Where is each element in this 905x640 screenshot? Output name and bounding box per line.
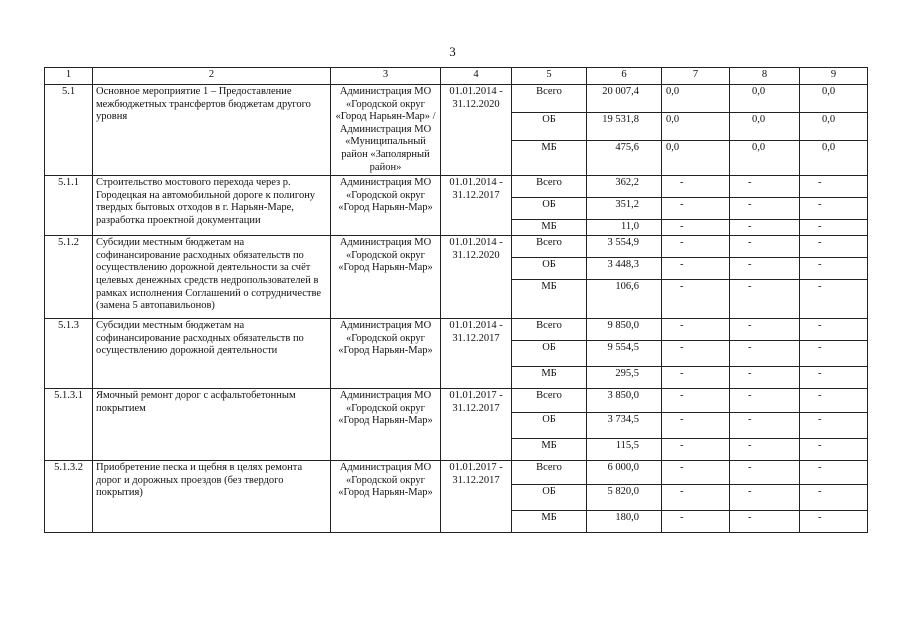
column-header: 4 — [441, 68, 512, 85]
column-header: 5 — [512, 68, 587, 85]
funding-col8: - — [730, 236, 800, 258]
funding-col9: - — [800, 236, 868, 258]
funding-col8: - — [730, 258, 800, 280]
column-header: 9 — [800, 68, 868, 85]
funding-col7: - — [662, 220, 730, 236]
funding-total: 115,5 — [587, 439, 662, 461]
funding-col7: - — [662, 198, 730, 220]
funding-col8: - — [730, 280, 800, 319]
item-name: Строительство мостового перехода через р. Городецкая на автомобильной дороге к полигону твердых бытовых отходов в г. Нарьян-Маре, разработка проектной документации — [93, 176, 331, 236]
funding-col7: - — [662, 341, 730, 367]
item-executor: Администрация МО «Городской округ «Город Нарьян-Мар» / Администрация МО «Муниципальный район «Заполярный район» — [331, 85, 441, 176]
item-name: Субсидии местным бюджетам на софинансирование расходных обязательств по осуществлению дорожной деятельности за счёт целевых денежных средств недропользователей в рамках исполнения Соглашений о сотрудничестве (замена 5 автопавильонов) — [93, 236, 331, 319]
funding-col8: - — [730, 413, 800, 439]
funding-col7: - — [662, 280, 730, 319]
funding-source: Всего — [512, 389, 587, 413]
table-row — [45, 176, 868, 198]
item-code: 5.1.1 — [45, 176, 93, 236]
column-header: 3 — [331, 68, 441, 85]
funding-col8: 0,0 — [730, 112, 800, 140]
funding-col8: - — [730, 485, 800, 511]
funding-source: ОБ — [512, 485, 587, 511]
funding-col7: - — [662, 236, 730, 258]
item-name: Приобретение песка и щебня в целях ремонта дорог и дорожных проездов (без твердого покрытия) — [93, 461, 331, 533]
item-code: 5.1 — [45, 85, 93, 176]
funding-total: 475,6 — [587, 140, 662, 175]
item-executor: Администрация МО «Городской округ «Город Нарьян-Мар» — [331, 236, 441, 319]
funding-col9: - — [800, 220, 868, 236]
funding-total: 180,0 — [587, 511, 662, 533]
funding-total: 5 820,0 — [587, 485, 662, 511]
funding-col9: 0,0 — [800, 85, 868, 113]
funding-total: 3 554,9 — [587, 236, 662, 258]
funding-col9: - — [800, 389, 868, 413]
item-name: Ямочный ремонт дорог с асфальтобетонным покрытием — [93, 389, 331, 461]
funding-col9: - — [800, 258, 868, 280]
funding-col7: - — [662, 461, 730, 485]
funding-col7: 0,0 — [662, 140, 730, 175]
funding-source: ОБ — [512, 341, 587, 367]
funding-col8: - — [730, 461, 800, 485]
funding-col9: - — [800, 198, 868, 220]
funding-col9: - — [800, 319, 868, 341]
funding-col8: 0,0 — [730, 140, 800, 175]
funding-source: Всего — [512, 236, 587, 258]
funding-total: 19 531,8 — [587, 112, 662, 140]
column-header: 7 — [662, 68, 730, 85]
funding-total: 11,0 — [587, 220, 662, 236]
funding-col9: 0,0 — [800, 112, 868, 140]
funding-source: Всего — [512, 176, 587, 198]
funding-col9: - — [800, 511, 868, 533]
column-header: 8 — [730, 68, 800, 85]
funding-col9: - — [800, 439, 868, 461]
table-row — [45, 389, 868, 413]
funding-col7: - — [662, 413, 730, 439]
item-executor: Администрация МО «Городской округ «Город Нарьян-Мар» — [331, 319, 441, 389]
item-period: 01.01.2014 - 31.12.2020 — [441, 85, 512, 176]
funding-col8: - — [730, 511, 800, 533]
item-executor: Администрация МО «Городской округ «Город Нарьян-Мар» — [331, 389, 441, 461]
funding-source: МБ — [512, 511, 587, 533]
item-executor: Администрация МО «Городской округ «Город Нарьян-Мар» — [331, 461, 441, 533]
funding-total: 106,6 — [587, 280, 662, 319]
funding-col7: 0,0 — [662, 112, 730, 140]
program-table — [44, 67, 868, 533]
funding-source: Всего — [512, 85, 587, 113]
funding-total: 9 850,0 — [587, 319, 662, 341]
funding-total: 20 007,4 — [587, 85, 662, 113]
item-name: Основное мероприятие 1 – Предоставление межбюджетных трансфертов бюджетам другого уровня — [93, 85, 331, 176]
funding-col7: - — [662, 389, 730, 413]
funding-col8: - — [730, 198, 800, 220]
funding-col7: - — [662, 258, 730, 280]
funding-source: МБ — [512, 439, 587, 461]
page-number: 3 — [449, 44, 456, 59]
item-period: 01.01.2017 - 31.12.2017 — [441, 461, 512, 533]
item-executor: Администрация МО «Городской округ «Город Нарьян-Мар» — [331, 176, 441, 236]
funding-col8: - — [730, 389, 800, 413]
funding-col8: 0,0 — [730, 85, 800, 113]
funding-total: 9 554,5 — [587, 341, 662, 367]
column-header: 1 — [45, 68, 93, 85]
funding-col8: - — [730, 220, 800, 236]
funding-source: ОБ — [512, 258, 587, 280]
funding-total: 6 000,0 — [587, 461, 662, 485]
funding-col9: - — [800, 280, 868, 319]
funding-total: 351,2 — [587, 198, 662, 220]
item-period: 01.01.2014 - 31.12.2020 — [441, 236, 512, 319]
item-code: 5.1.2 — [45, 236, 93, 319]
funding-source: ОБ — [512, 413, 587, 439]
funding-col9: - — [800, 485, 868, 511]
funding-total: 362,2 — [587, 176, 662, 198]
funding-source: МБ — [512, 280, 587, 319]
funding-source: Всего — [512, 319, 587, 341]
funding-source: ОБ — [512, 112, 587, 140]
funding-col9: - — [800, 461, 868, 485]
item-code: 5.1.3.2 — [45, 461, 93, 533]
funding-source: ОБ — [512, 198, 587, 220]
funding-col7: - — [662, 511, 730, 533]
funding-col8: - — [730, 367, 800, 389]
funding-col7: - — [662, 176, 730, 198]
table-row — [45, 85, 868, 113]
funding-source: МБ — [512, 220, 587, 236]
funding-col8: - — [730, 439, 800, 461]
funding-total: 295,5 — [587, 367, 662, 389]
funding-source: МБ — [512, 140, 587, 175]
funding-col7: - — [662, 439, 730, 461]
funding-col9: - — [800, 367, 868, 389]
funding-col7: - — [662, 319, 730, 341]
column-header-row — [45, 68, 868, 85]
funding-col9: - — [800, 341, 868, 367]
table-row — [45, 461, 868, 485]
column-header: 2 — [93, 68, 331, 85]
funding-col7: - — [662, 367, 730, 389]
item-period: 01.01.2017 - 31.12.2017 — [441, 389, 512, 461]
funding-col8: - — [730, 176, 800, 198]
item-period: 01.01.2014 - 31.12.2017 — [441, 319, 512, 389]
funding-source: МБ — [512, 367, 587, 389]
funding-col7: - — [662, 485, 730, 511]
item-code: 5.1.3 — [45, 319, 93, 389]
funding-col7: 0,0 — [662, 85, 730, 113]
column-header: 6 — [587, 68, 662, 85]
funding-col8: - — [730, 341, 800, 367]
funding-source: Всего — [512, 461, 587, 485]
item-name: Субсидии местным бюджетам на софинансирование расходных обязательств по осуществлению дорожной деятельности — [93, 319, 331, 389]
funding-total: 3 850,0 — [587, 389, 662, 413]
table-row — [45, 319, 868, 341]
funding-total: 3 734,5 — [587, 413, 662, 439]
funding-col8: - — [730, 319, 800, 341]
funding-total: 3 448,3 — [587, 258, 662, 280]
funding-col9: 0,0 — [800, 140, 868, 175]
item-code: 5.1.3.1 — [45, 389, 93, 461]
funding-col9: - — [800, 413, 868, 439]
item-period: 01.01.2014 - 31.12.2017 — [441, 176, 512, 236]
funding-col9: - — [800, 176, 868, 198]
table-row — [45, 236, 868, 258]
